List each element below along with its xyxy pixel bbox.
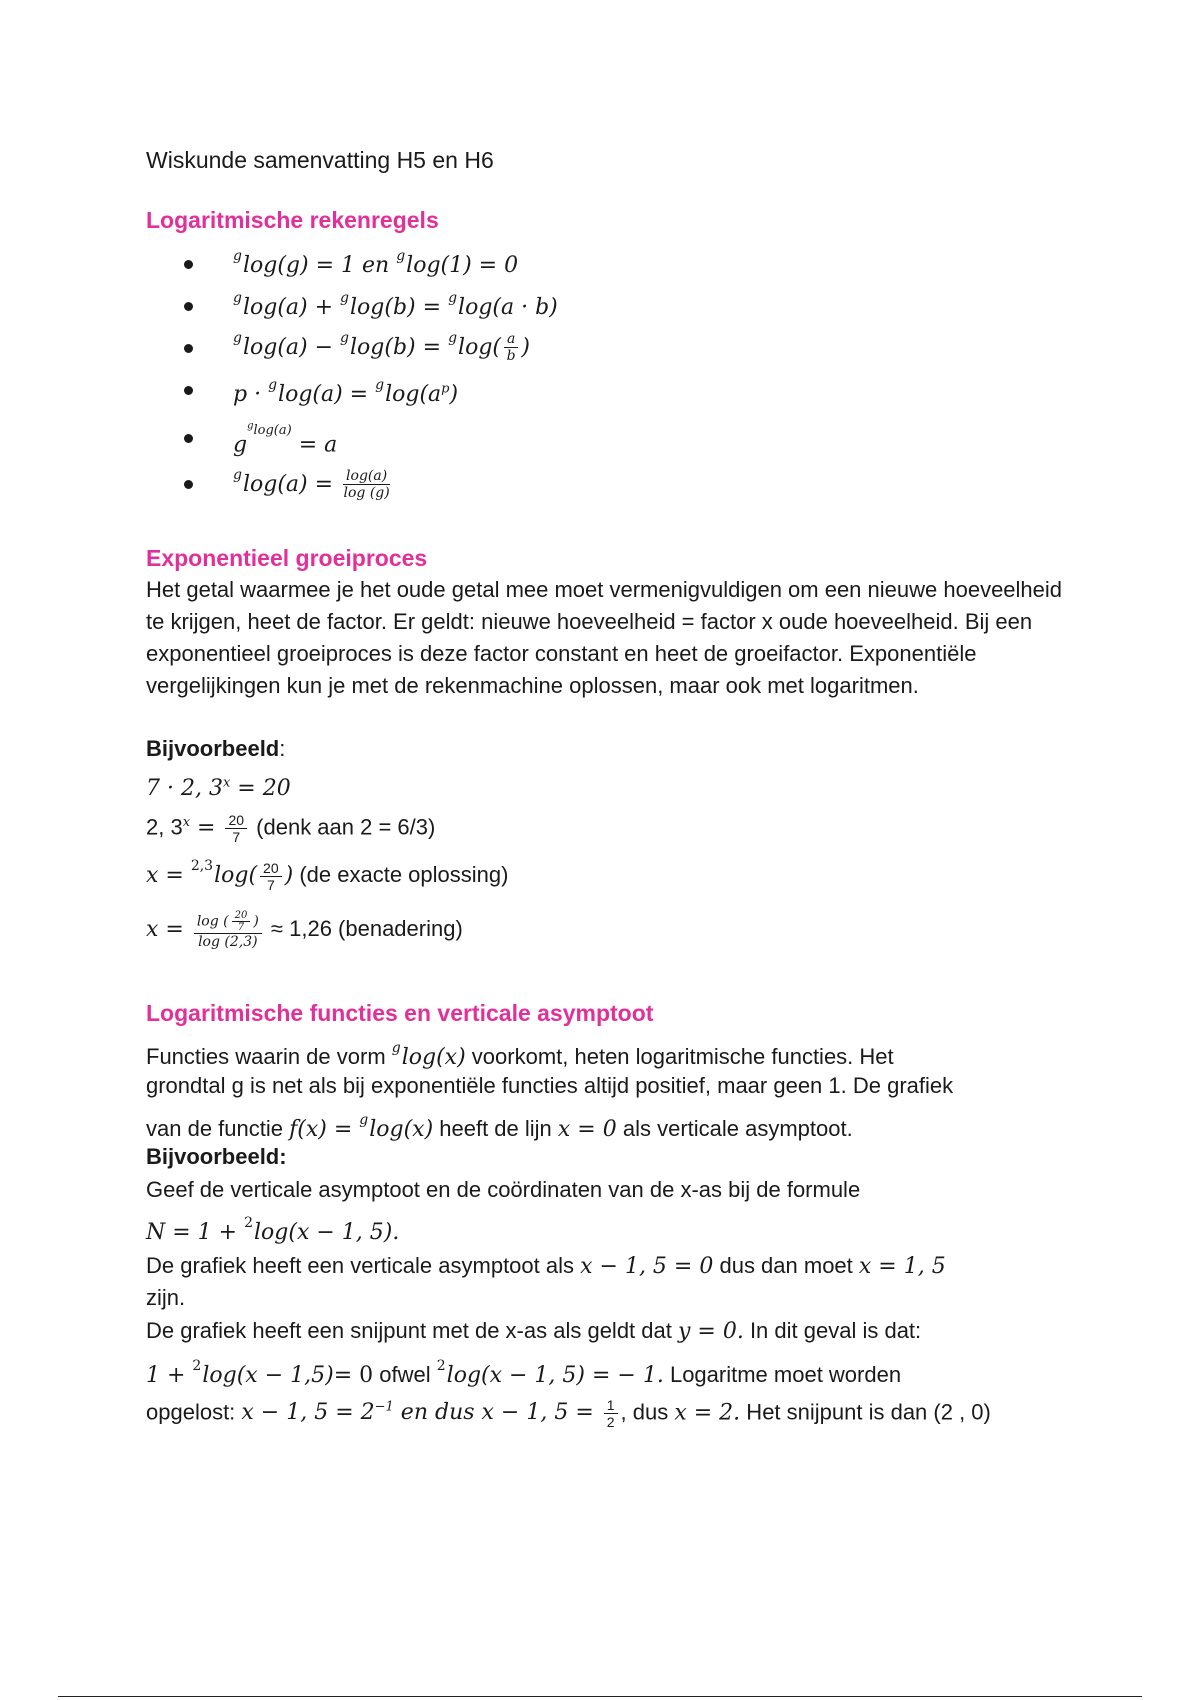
log-rule-1: $^g$log(g) = 1 en $^g$log(1) = 0 (146, 242, 558, 284)
logf-answer-3: 1 + $^2$log(x − 1,5)= 0 ofwel $^2$log(x − 1, 5) = − 1. Logaritme moet worden (146, 1358, 902, 1388)
logf-answer-1-end: zijn. (146, 1285, 186, 1310)
document-title: Wiskunde samenvatting H5 en H6 (146, 147, 494, 173)
logf-formula: N = 1 + $^2$log(x − 1, 5). (146, 1215, 400, 1245)
logf-answer-1: De grafiek heeft een verticale asymptoot als x − 1, 5 = 0 dus dan moet x = 1, 5 (146, 1253, 946, 1279)
exp-example-label: Bijvoorbeeld: (146, 736, 286, 761)
exp-growth-paragraph: Het getal waarmee je het oude getal mee moet vermenigvuldigen om een nieuwe hoeveelheid te krijgen, heet de factor. Er geldt: nieuwe hoeveelheid = factor x oude hoeveelheid. Bij een exponentieel groeiproces is deze factor constant en heet de groeifactor. Exponentiële vergelijkingen kun je met de rekenmachine oplossen, maar ook met logaritmen. (146, 577, 1063, 698)
exp-eq-line-3: x = $^{2,3}$log( $\frac{20}{7}$ ) (de exacte oplossing) (146, 858, 509, 893)
logf-line-2: grondtal g is net als bij exponentiële functies altijd positief, maar geen 1. De grafiek (146, 1073, 954, 1098)
log-rule-5: $g^{^glog(a)} = a$ (146, 416, 558, 462)
log-rules-list (146, 242, 558, 506)
exp-eq-line-4: x = log ( $\frac{20}{7}$ ) log (2,3) ≈ 1,26 (benadering) (146, 910, 463, 950)
logf-line-1: Functies waarin de vorm $^g$log(x) voorkomt, heten logaritmische functies. Het (146, 1040, 894, 1070)
heading-exp-growth: Exponentieel groeiproces (146, 545, 428, 571)
logf-example-label: Bijvoorbeeld: (146, 1144, 287, 1169)
logf-line-3: van de functie f(x) = $^g$log(x) heeft de lijn x = 0 als verticale asymptoot. (146, 1112, 853, 1142)
log-rule-2: $^g$log(a) + $^g$log(b) = $^g$log(a · b) (146, 284, 558, 326)
exp-eq-line-1: 7 · 2, $3^x = 20$ (146, 775, 291, 801)
logf-question: Geef de verticale asymptoot en de coördinaten van de x-as bij de formule (146, 1177, 861, 1202)
heading-log-functions: Logaritmische functies en verticale asymptoot (146, 1000, 654, 1026)
logf-answer-2: De grafiek heeft een snijpunt met de x-as als geldt dat y = 0. In dit geval is dat: (146, 1318, 922, 1344)
logf-answer-4: opgelost: x − 1, $5 = 2^{-1}$ en dus x − 1, 5 = $\frac{1}{2}$ , dus x = 2. Het snijpunt is dan (2 , 0) (146, 1397, 991, 1430)
log-rule-3: $^g$log(a) − $^g$log(b) = $^g$log( $\frac{a}{b}$ ) (146, 326, 558, 368)
page-bottom-rule (58, 1696, 1142, 1697)
exp-eq-line-2: 2, $3^x$ = $\frac{20}{7}$ (denk aan 2 = 6/3) (146, 812, 436, 845)
heading-log-rules: Logaritmische rekenregels (146, 207, 439, 233)
log-rule-6: $^g$log(a) = $\frac{\log(a)}{\log (g)}$ (146, 462, 558, 506)
log-rule-4: $p \cdot ^g\log(a) = ^g\log(a^p)$ (146, 368, 558, 416)
